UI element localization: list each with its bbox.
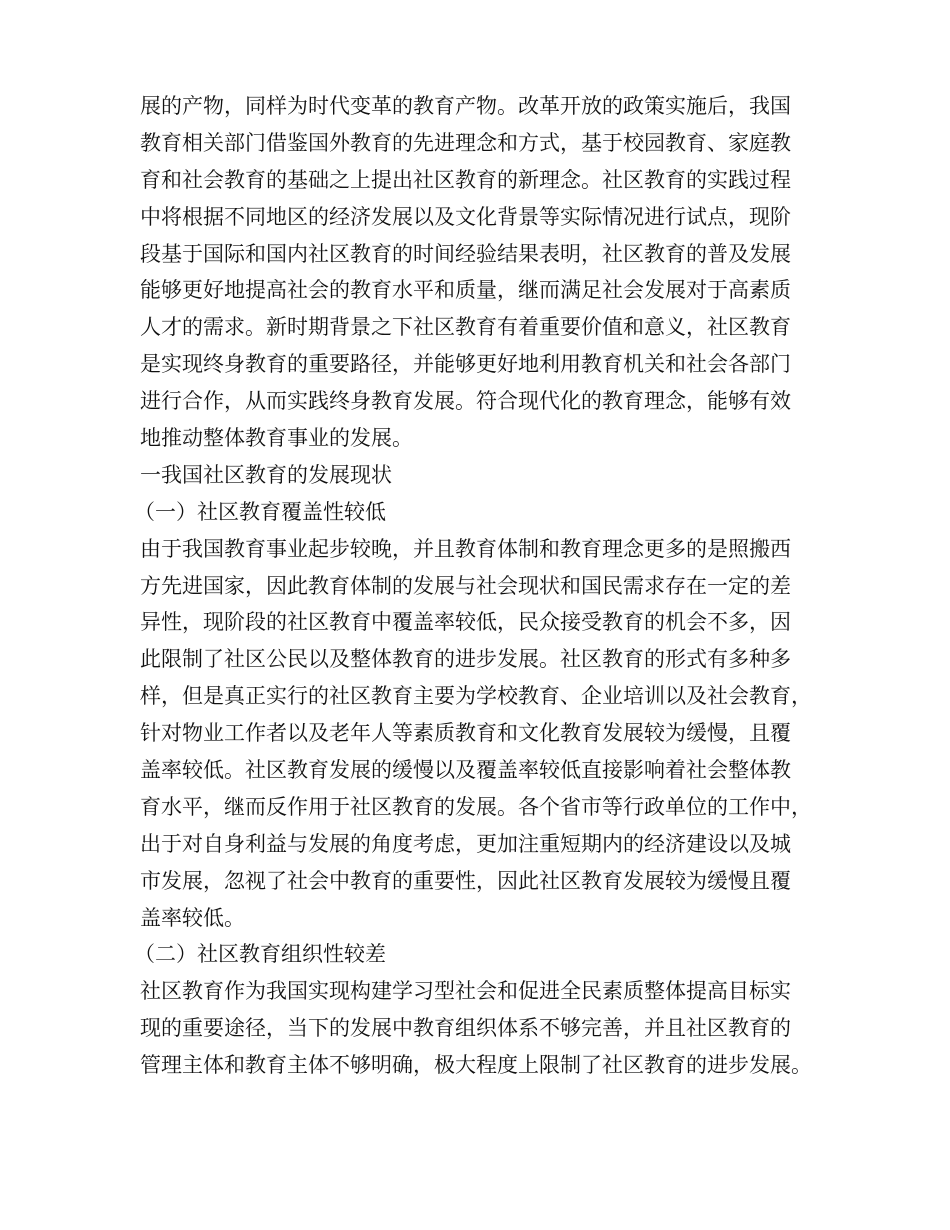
organization-paragraph bbox=[140, 973, 840, 1084]
text-line: 此限制了社区公民以及整体教育的进步发展。社区教育的形式有多种多 bbox=[140, 647, 791, 672]
text-line: 进行合作，从而实践终身教育发展。符合现代化的教育理念，能够有效 bbox=[140, 389, 791, 414]
intro-paragraph bbox=[140, 88, 840, 457]
text-line: 出于对自身利益与发展的角度考虑，更加注重短期内的经济建设以及城 bbox=[140, 831, 791, 856]
text-line: 由于我国教育事业起步较晚，并且教育体制和教育理念更多的是照搬西 bbox=[140, 536, 791, 561]
document-body bbox=[134, 88, 840, 1084]
text-line: 是实现终身教育的重要路径，并能够更好地利用教育机关和社会各部门 bbox=[140, 352, 791, 377]
text-line: 育水平，继而反作用于社区教育的发展。各个省市等行政单位的工作中， bbox=[140, 794, 812, 819]
text-line: 盖率较低。社区教育发展的缓慢以及覆盖率较低直接影响着社会整体教 bbox=[140, 758, 791, 783]
text-line: 方先进国家，因此教育体制的发展与社会现状和国民需求存在一定的差 bbox=[140, 573, 791, 598]
text-line: 展的产物，同样为时代变革的教育产物。改革开放的政策实施后，我国 bbox=[140, 94, 791, 118]
text-line: 管理主体和教育主体不够明确，极大程度上限制了社区教育的进步发展。 bbox=[140, 1053, 812, 1078]
coverage-paragraph bbox=[140, 531, 840, 937]
text-line: 社区教育作为我国实现构建学习型社会和促进全民素质整体提高目标实 bbox=[140, 979, 791, 1004]
text-line: 能够更好地提高社会的教育水平和质量，继而满足社会发展对于高素质 bbox=[140, 278, 791, 303]
text-line: 样，但是真正实行的社区教育主要为学校教育、企业培训以及社会教育， bbox=[140, 684, 812, 709]
text-line: 育和社会教育的基础之上提出社区教育的新理念。社区教育的实践过程 bbox=[140, 167, 791, 192]
text-line: 盖率较低。 bbox=[140, 905, 245, 930]
text-line: 针对物业工作者以及老年人等素质教育和文化教育发展较为缓慢，且覆 bbox=[140, 721, 791, 746]
text-line: 地推动整体教育事业的发展。 bbox=[140, 426, 413, 451]
text-line: 中将根据不同地区的经济发展以及文化背景等实际情况进行试点，现阶 bbox=[140, 204, 791, 229]
text-line: 人才的需求。新时期背景之下社区教育有着重要价值和意义，社区教育 bbox=[140, 315, 791, 340]
text-line: 段基于国际和国内社区教育的时间经验结果表明，社区教育的普及发展 bbox=[140, 241, 791, 266]
text-line: 异性，现阶段的社区教育中覆盖率较低，民众接受教育的机会不多，因 bbox=[140, 610, 791, 635]
text-line: 现的重要途径，当下的发展中教育组织体系不够完善，并且社区教育的 bbox=[140, 1016, 791, 1041]
section-heading: 一我国社区教育的发展现状 bbox=[140, 462, 392, 487]
subsection-heading-coverage: （一）社区教育覆盖性较低 bbox=[134, 499, 386, 524]
text-line: 市发展，忽视了社会中教育的重要性，因此社区教育发展较为缓慢且覆 bbox=[140, 868, 791, 893]
text-line: 教育相关部门借鉴国外教育的先进理念和方式，基于校园教育、家庭教 bbox=[140, 130, 791, 155]
subsection-heading-organization: （二）社区教育组织性较差 bbox=[134, 942, 386, 967]
